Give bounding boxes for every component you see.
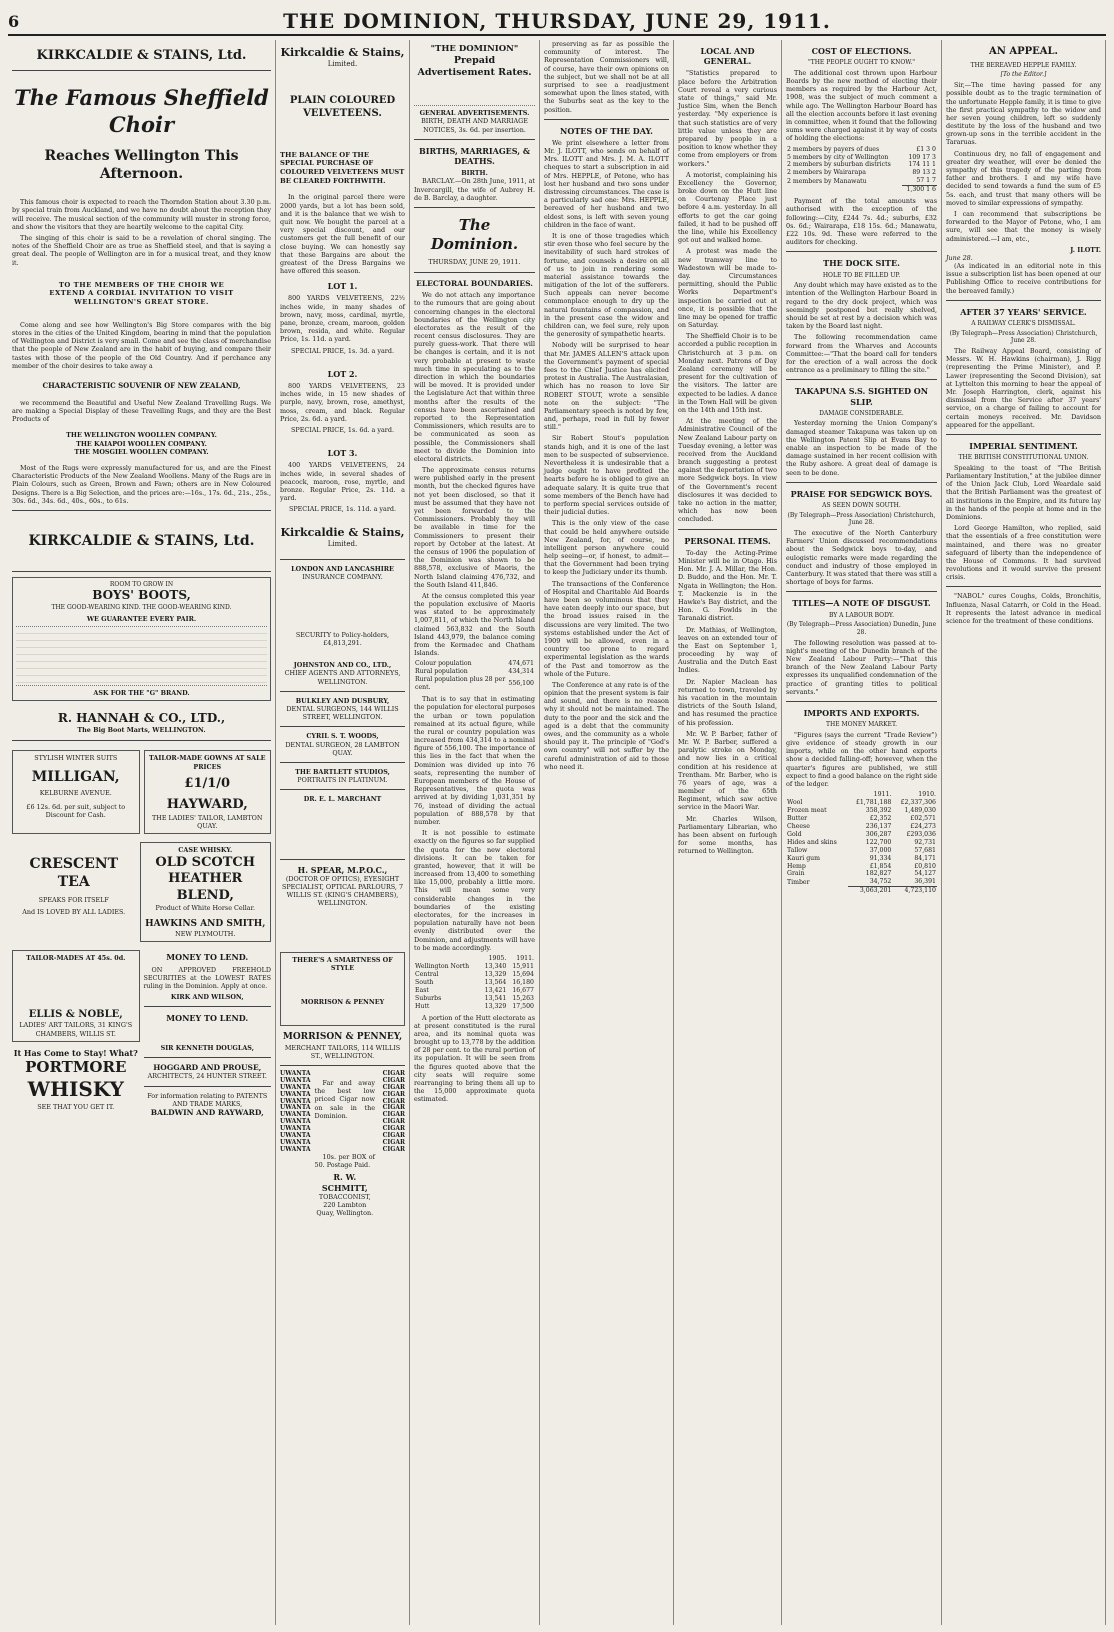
boots-ad: ROOM TO GROW IN BOYS' BOOTS, THE GOOD-WEARING KIND. THE GOOD-WEARING KIND. WE GUARANTEE EVERY PAIR. ASK FOR THE "G" BRAND.: [12, 577, 271, 701]
column-2: Kirkcaldie & Stains, Limited. PLAIN COLOURED VELVETEENS. THE BALANCE OF THE SPECIAL PURCHASE OF COLOURED VELVETEENS MUST BE CLEARED FORTHWITH. In the original parcel there were 2000 yards, but a lot has been sold, and it is the balance that we wish to quit now. We bought the parcel at a very special discount, and our customers get the full benefit of our close buying. We can honestly say that these Bargains are about the greatest of the Dress Bargains we have offered this season. LOT 1. 800 YARDS VELVETEENS, 22½ inches wide, in many shades of brown, navy, moss, cardinal, myrtle, pane, bronze, cream, maroon, golden brown, resida, and white. Regular Price, 1s. 11d. a yard. SPECIAL PRICE, 1s. 3d. a yard. LOT 2. 800 YARDS VELVETEENS, 23 inches wide, in 15 new shades of purple, navy, brown, rose, amethyst, moss, cream, and black. Regular Price, 2s. 6d. a yard. SPECIAL PRICE, 1s. 6d. a yard. LOT 3. 400 YARDS VELVETEENS, 24 inches wide, in several shades of peacock, maroon, rose, myrtle, and bronze. Regular Price, 2s. 11d. a yard. SPECIAL PRICE, 1s. 11d. a yard. Kirkcaldie & Stains, Limited. LONDON AND LANCASHIRE INSURANCE COMPANY. SECURITY to Policy-holders, £4,813,291. JOHNSTON AND CO., LTD., CHIEF AGENTS AND ATTORNEYS, WELLINGTON. BULKLEY AND DUSBURY, DENTAL SURGEONS, 144 WILLIS STREET, WELLINGTON. CYRIL S. T. WOODS, DENTAL SURGEON, 28 LAMBTON QUAY. THE BARTLETT STUDIOS, PORTRAITS IN PLATINUM. DR. E. L. MARCHANT H. SPEAR, M.P.O.C., (DOCTOR OF OPTICS), EYESIGHT SPECIALIST, OPTICAL PARLOURS, 7 WILLIS ST. (KING'S CHAMBERS), WELLINGTON. THERE'S A SMARTNESS OF STYLE MORRISON & PENNEY MORRISON & PENNEY, MERCHANT TAILORS, 114 WILLIS ST., WELLINGTON. UWANTA UWANTA UWANTA UWANTA UWANTA UWANTA UWANTA UWANTA UWANTA UWANTA UWANTA UWANTA Far and away the best low priced Cigar now on sale in the Dominion. 10s. per BOX of 50. Postage Paid. R. W. SCHMITT, TOBACCONIST, 220 Lambton Quay, Wellington. CIGAR CIGAR CIGAR CIGAR CIGAR CIGAR CIGAR CIGAR CIGAR CIGAR CIGAR CIGAR: [276, 40, 410, 1625]
nabol-ad: "NABOL" cures Coughs, Colds, Bronchitis, Influenza, Nasal Catarrh, or Cold in the Head. It represents the latest advance in medical science for the treatment of these conditions.: [946, 592, 1101, 626]
electorate-table: 1905. 1911. Wellington North 13,340 15,911 Central 13,329 15,694 South 13,564 16,180 East 13,421 16,677 Suburbs 13,541 15,263 Hutt 13,329 17,500: [415, 954, 534, 1010]
firm-name: Kirkcaldie & Stains,: [280, 46, 405, 59]
invitation: TO THE MEMBERS OF THE CHOIR WE EXTEND A CORDIAL INVITATION TO VISIT WELLINGTON'S GREAT STORE.: [49, 280, 234, 307]
local-heading: LOCAL AND GENERAL.: [700, 46, 755, 67]
portmore-name: PORTMORE: [25, 1057, 127, 1076]
mills-list: [12, 431, 271, 456]
dock-heading: THE DOCK SITE.: [823, 258, 900, 269]
velveteens-heading: PLAIN COLOURED VELVETEENS.: [289, 95, 396, 119]
lower-right-ads: MONEY TO LEND. ON APPROVED FREEHOLD SECURITIES at the LOWEST RATES ruling in the Dominion. Apply at once. KIRK AND WILSON, MONEY TO LEND. SIR KENNETH DOUGLAS, HOGGARD AND PROUSE, ARCHITECTS, 24 HUNTER STREET. For information relating to PATENTS AND TRADE MARKS, BALDWIN AND RAYWARD,: [143, 952, 271, 1117]
election-cost-table: 2 members by payers of dues £1 3 0 5 members by city of Wellington 109 17 3 2 members by suburban districts 174 11 1 2 members by Wairarapa 89 13 2 2 members by Manawatu 57 1 7 1,300 1 6: [787, 145, 936, 194]
hannah-name: R. HANNAH & CO., LTD.,: [57, 710, 226, 725]
lower-left-ads: TAILOR-MADES AT 45s. 0d. ELLIS & NOBLE, LADIES' ART TAILORS, 31 KING'S CHAMBERS, WILLIS ST. It Has Come to Stay! What? PORTMORE WHISKY SEE THAT YOU GET IT.: [12, 946, 140, 1117]
column-5: LOCAL AND GENERAL. "Statistics prepared to place before the Arbitration Court reveal a very curious state of things," said Mr. Justice Sim, when the Bench yesterday. "My experience is that such statistics are of very little value unless they are prepared by people in a position to know whether they come from employers or from workers." A motorist, complaining his Excellency the Governor, broke down on the Hutt line on Courtenay Place just before 4 a.m. yesterday. In all efforts to get the car going failed, it had to be pushed off the line, while his Excellency got out and walked home. A protest was made the new tramway line to Wadestown will be made to-day. Circumstances permitting, should the Public Works Department's inspection be carried out at once, it is possible that the line may be opened for traffic on Saturday. The Sheffield Choir is to be accorded a public reception in Christchurch at 3 p.m. on Monday next. Patrons of Day Zealand ceremony will be present for the cultivation of the visitors. The latter are expected to be ladies. A dance in the Town Hall will be given on the 14th and 15th inst. At the meeting of the Administrative Council of the New Zealand Labour party on Tuesday evening, a letter was received from the Auckland branch suggesting a protest against the deportation of two more Sedgwick boys. In view of the Government's recent disclosures it was decided to take no action in the matter, which has now been concluded. PERSONAL ITEMS. To-day the Acting-Prime Minister will be in Otago. His Hon. Mr. J. A. Millar, the Hon. D. Buddo, and the Hon. Mr. T. Ngata in Wellington; the Hon. T. Mackenzie is in the Hawke's Bay district, and the Hon. G. Fowlds in the Taranaki district. Dr. Mathias, of Wellington, leaves on an extended tour of the East on September 1, proceeding by way of Australia and the Dutch East Indies. Dr. Napier Maclean has returned to town, traveled by his vacation in the mountain districts of the South Island, and has resumed the practice of his profession. Mr. W. P. Barber, father of Mr. W. P. Barber, suffered a paralytic stroke on Monday, and now lies in a critical condition at his residence at Trentham. Mr. Barber, who is 76 years of age, was a member of the 65th Regiment, which saw active service in the Maori War. Mr. Charles Wilson, Parliamentary Librarian, who has been absent on furlough for some months, has returned to Wellington.: [674, 40, 782, 1625]
imports-heading: IMPORTS AND EXPORTS.: [803, 707, 920, 718]
boots-title: BOYS' BOOTS,: [92, 588, 191, 603]
ellis-ad: TAILOR-MADES AT 45s. 0d. ELLIS & NOBLE, LADIES' ART TAILORS, 31 KING'S CHAMBERS, WILLIS ST.: [12, 950, 140, 1041]
paragraph: Most of the Rugs were expressly manufactured for us, and are the Finest Characteristic Products of the New Zealand Woollens. Many of the Rugs are in Plain Colours, such as Green, Brown and Fawn; others are in New Coloured Designs. There is a Big Selection, and the prices are:—16s., 17s. 6d., 21s., 25s., 30s. 6d., 34s. 6d., 40s., 60s., to 61s.: [12, 463, 271, 505]
lancashire-ad: LONDON AND LANCASHIRE: [291, 564, 394, 573]
hayward-ad: TAILOR-MADE GOWNS AT SALE PRICES £1/1/0 HAYWARD, THE LADIES' TAILOR, LAMBTON QUAY.: [144, 750, 272, 834]
choir-sub-1: Reaches Wellington This: [44, 148, 239, 165]
tea-whisky-row: [12, 838, 271, 946]
column-4: preserving as far as possible the community of interest. The Representation Commissioners will, of course, have their own opinions on the subject, but we shall not be at all surprised to see a readjustment somewhat upon the lines stated, with the Suburbs seat as the key to the position. NOTES OF THE DAY. We print elsewhere a letter from Mr. J. ILOTT, who sends on behalf of Mrs. ILOTT and Mrs. J. M. A. ILOTT cheques to start a subscription in aid of Mrs. HEPPLE, of Petone, who has lost her husband and two sons under distressing circumstances. The case is a particularly sad one: Mrs. HEPPLE, bereaved of her husband and two eldest sons, is left with seven young children in the face of want. It is one of those tragedies which stir even those who feel secure by the inevitability of such hard strokes of fortune, and counsels a desire on all of us to join in rendering some material assistance towards the mitigation of the lot of the sufferers. Such appeals can never become commonplace enough to dry up the natural fountains of compassion, and in the present case the widow and children can, we feel sure, rely upon the generosity of sympathetic hearts. Nobody will be surprised to hear that Mr. JAMES ALLEN'S attack upon the Government's payment of special fees to the Chief Justice has elicited protest in Australia. The Australasian, which has no reason to love Sir ROBERT STOUT, wrote a sensible note on the subject: "The Parliamentary speech is noted by few, and, perhaps, read in full by fewer still." Sir Robert Stout's population stands high, and it is one of the last men to be suspected of subservience. Nevertheless it is undesirable that a judge ought to have profited the hearts before he is obliged to give an adequate salary. It is quite true that some members of the Bench have had to perform special services outside of their judicial duties. This is the only view of the case that could be held anywhere outside New Zealand, for, of course, no intelligent person anywhere could help seeing—or, if honest, to admit—that the Government had been trying to keep the Judiciary under its thumb. The transactions of the Conference of Hospital and Charitable Aid Boards have been so voluminous that they have eaten deeply into our space, but the broad issues raised in the discussions are very limited. The two systems established under the Act of 1909 will be allowed, even in a country too prone to regard experimental legislation as the wards of the Past and tomorrow as the whole of the Future. The Conference at any rate is of the opinion that the present system is fair and sound, and there is no reason why it should not be maintained. The duty to the poor and the sick and the aged is a debt that the community owes, and the community as a whole should pay it. The principle of "God's own country" will not suffer by the careful administration of aid to those who need it.: [540, 40, 674, 1625]
page-number: 6: [8, 11, 20, 31]
paragraph: Come along and see how Wellington's Big Store compares with the big stores in the cities of the United Kingdom, bearing in mind that the population of Wellington and District is very small. Come and see the class of merchandise that the people of New Zealand are in the habit of buying, and compare their tastes with those of the people of the Old Country. And if perchance any member of the choir desires to take away a: [12, 320, 271, 370]
paragraph: The singing of this choir is said to be a revelation of choral singing. The notes of the Sheffield Choir are as true as Sheffield steel, and that is saying a great deal. The people of Wellington are in for a musical treat, and they know it.: [12, 233, 271, 267]
lower-ads-row: [12, 946, 271, 1117]
firm-name: KIRKCALDIE & STAINS, Ltd.: [36, 48, 247, 63]
titles-heading: TITLES—A NOTE OF DISGUST.: [792, 598, 931, 609]
uwanta-ad: UWANTA UWANTA UWANTA UWANTA UWANTA UWANTA UWANTA UWANTA UWANTA UWANTA UWANTA UWANTA Far and away the best low priced Cigar now on sale in the Dominion. 10s. per BOX of 50. Postage Paid. R. W. SCHMITT, TOBACCONIST, 220 Lambton Quay, Wellington. CIGAR CIGAR CIGAR CIGAR CIGAR CIGAR CIGAR CIGAR CIGAR CIGAR CIGAR CIGAR: [280, 1069, 405, 1218]
souvenir-heading: CHARACTERISTIC SOUVENIR OF NEW ZEALAND,: [42, 380, 241, 390]
personal-heading: PERSONAL ITEMS.: [684, 535, 771, 546]
paragraph: This famous choir is expected to reach the Thorndon Station about 3.30 p.m. by special train from Auckland, and we have no doubt about the reception they will receive. The musical section of the community will muster in strong force, and show the visitors that they are heartily welcome to the capital City.: [12, 198, 271, 231]
column-6: COST OF ELECTIONS. "THE PEOPLE OUGHT TO KNOW." The additional cost thrown upon Harbour Boards by the new method of electing their members as required by the Harbour Act, 1908, was the subject of much comment a while ago. The Wellington Harbour Board has all the election accounts before it last evening in committee, when it found that the following sums were charged against it by way of costs of holding the elections: 2 members by payers of dues £1 3 0 5 members by city of Wellington 109 17 3 2 members by suburban districts 174 11 1 2 members by Wairarapa 89 13 2 2 members by Manawatu 57 1 7 1,300 1 6 Payment of the total amounts was authorised with the exception of the following:—City, £244 7s. 4d.; suburbs, £32 0s. 6d.; Wairarapa, £18 15s. 6d.; Manawatu, £22 10s. 9d. These were referred to the auditors for checking. THE DOCK SITE. HOLE TO BE FILLED UP. Any doubt which may have existed as to the intention of the Wellington Harbour Board in regard to the dry dock project, which was seemingly postponed but really shelved, should be set at rest by a decision which was taken by the Board last night. The following recommendation came forward from the Wharves and Accounts Committee:—"That the board call for tenders for the erection of a wall across the dock entrance as a preliminary to filling the site." TAKAPUNA S.S. SIGHTED ON SLIP. DAMAGE CONSIDERABLE. Yesterday morning the Union Company's damaged steamer Takapuna was taken up on the Wellington Patent Slip at Evans Bay to enable an inspection to be made of the damage sustained in her recent collision with the Ruby ashore. A great deal of damage is seen to be done. PRAISE FOR SEDGWICK BOYS. AS SEEN DOWN SOUTH. (By Telegraph—Press Association) Christchurch, June 28. The executive of the North Canterbury Farmers' Union discussed recommendations about the Sedgwick boys to-day, and eulogistic remarks were made regarding the conduct and industry of those employed in Canterbury. It was stated that there was still a shortage of boys for farms. TITLES—A NOTE OF DISGUST. BY A LABOUR BODY. (By Telegraph—Press Association) Dunedin, June 28. The following resolution was passed at to-night's meeting of the Dunedin branch of the New Zealand Labour Party:—"That this branch of the New Zealand Labour Party expresses its unqualified condemnation of the practice of granting titles to political servants." IMPORTS AND EXPORTS. THE MONEY MARKET. "Figures (says the current "Trade Review") give evidence of steady growth in our imports, while on the other hand exports show a decided falling-off; however, when the quarter's figures are published, we still expect to find a good balance on the right side of the ledger. 1911. 1910. Wool £1,781,188 £2,337,306 Frozen meat 358,392 1,489,030 Butter £2,352 £02,571 Cheese 236,137 £24,273 Gold 306,287 £293,036 Hides and skins 122,700 92,731 Tallow 37,000 57,681 Kauri gum 91,334 84,171 Hemp £1,854 £0,810 Grain 182,827 54,127 Timber 34,752 36,391 3,063,201 4,723,110: [782, 40, 942, 1625]
smartness-ad: THERE'S A SMARTNESS OF STYLE MORRISON & PENNEY: [280, 952, 405, 1027]
column-3: "THE DOMINION" Prepaid Advertisement Rates. GENERAL ADVERTISEMENTS. BIRTH, DEATH AND MARRIAGE NOTICES, 3s. 6d. per insertion. BIRTHS, MARRIAGES, & DEATHS. BIRTH. BARCLAY.—On 28th June, 1911, at Invercargill, the wife of Aubrey H. de B. Barclay, a daughter. The Dominion. THURSDAY, JUNE 29, 1911. ELECTORAL BOUNDARIES. We do not attach any importance to the rumours that are going about concerning changes in the electoral boundaries of the Wellington city electorates as the result of the recent census disclosures. They are purely guess-work. That there will be changes is certain, and it is not very probable at present to waste much time in speculating as to the direction in which the boundaries will be moved. It is provided under the Legislature Act that within three months after the results of the census have been ascertained and reported to the Representation Commissioners, which results are to be communicated as soon as possible, the Commissioners shall meet to divide the Dominion into electoral districts. The approximate census returns were published early in the present month, but the checked figures have not yet been disclosed, so that it must be assumed that they have not yet been forwarded to the Commissioners. Probably they will be available in time for the Commissioners to present their report by October at the latest. At the census of 1906 the population of the Dominion was shown to be 888,578, exclusive of Maoris, the North Island claiming 476,732, and the South Island 411,846. At the census completed this year the population exclusive of Maoris was stated to be approximately 1,007,811, of which the North Island claimed 563,832 and the South Island 443,979, the balance coming from the Kermadec and Chatham Islands. Colour population 474,671 Rural population 434,314 Rural population plus 28 per cent. 556,100 That is to say that in estimating the population for electoral purposes the urban or town population remained at its actual figure, while the rural or country population was increased from 434,314 to a nominal figure of 556,100. The importance of this lies in the fact that when the Dominion was divided up into 76 seats, representing the number of European members of the House of Representatives, the quota was arrived at by dividing 1,031,351 by 76, instead of dividing the actual population of 888,578 by that number. It is not possible to estimate exactly on the figures so far supplied the quota for the new electoral divisions. It can be taken for granted, however, that it will be increased from 13,400 to something like 15,000, probably a little more. This will mean some very considerable changes in the boundaries of the existing electorates, for the increases in population naturally have not been evenly distributed over the Dominion, and adjustments will have to be made accordingly. 1905. 1911. Wellington North 13,340 15,911 Central 13,329 15,694 South 13,564 16,180 East 13,421 16,677 Suburbs 13,541 15,263 Hutt 13,329 17,500 A portion of the Hutt electorate as at present constituted is the rural area, and its nominal quota was brought up to 13,778 by the addition of 28 per cent. to the rural portion of its population. It will be seen from the figures quoted above that the city seats will require some rearranging to bring them all up to the 15,000 approximate quota estimated.: [410, 40, 540, 1625]
takapuna-heading: TAKAPUNA S.S. SIGHTED ON SLIP.: [794, 386, 929, 407]
milligan-ad: STYLISH WINTER SUITS MILLIGAN, KELBURNE AVENUE. £6 12s. 6d. per suit, subject to Discount for Cash.: [12, 750, 140, 834]
praise-heading: PRAISE FOR SEDGWICK BOYS.: [790, 488, 933, 499]
tailor-ads-row: [12, 746, 271, 838]
service-heading: AFTER 37 YEARS' SERVICE.: [960, 306, 1087, 317]
firm-name-2: Kirkcaldie & Stains,: [280, 525, 405, 539]
column-7: AN APPEAL. THE BEREAVED HEPPLE FAMILY. [To the Editor.] Sir,—The time having passed for any possible doubt as to the tragic termination of the unfortunate Hepple family, it is time to give the first practical sympathy to the widow and her seven young children, left so suddenly destitute by the loss of the husband and two grown-up sons in the terrible accident in the Tararuas. Continuous dry, no fall of engagement and greater dry weather, will ever be denied the sympathy of this tragedy of the parting from father and brothers. I and my wife have decided to send towards a fund the sum of £5 5s. each, and trust that many others will be moved to similar expressions of sympathy. I can recommend that subscriptions be forwarded to the Mayor of Petone, who, I am sure, will see that the money is wisely administered.—I am, etc., J. ILOTT. June 28. (As indicated in an editorial note in this issue a subscription list has been opened at our Publishing Office to receive contributions for the bereaved family.) AFTER 37 YEARS' SERVICE. A RAILWAY CLERK'S DISMISSAL. (By Telegraph—Press Association) Christchurch, June 28. The Railway Appeal Board, consisting of Messrs. W. H. Hawkins (chairman), J. Rigg (representing the Prime Minister), and P. Lawer (representing the Second Division), sat at Lyttelton this morning to hear the appeal of Mr. Joseph Harrington, clerk, against his dismissal from the Service after 37 years' service, on a charge of failing to account for certain moneys received. Mr. Davidson appeared for the appellant. IMPERIAL SENTIMENT. THE BRITISH CONSTITUTIONAL UNION. Speaking to the toast of "The British Parliamentary Institution," at the jubilee dinner of the Union Jack Club, Lord Weardale said that the British Parliament was the greatest of all institutions in the Empire, and its future lay in the hands of the people at home and in the Dominions. Lord George Hamilton, who replied, said that the essentials of a free constitution were maintained, and there was no greater safeguard of liberty than the independence of the House of Commons. It had survived revolutions and it would survive the present crisis. "NABOL" cures Coughs, Colds, Bronchitis, Influenza, Nasal Catarrh, or Cold in the Head. It represents the latest advance in medical science for the treatment of these conditions.: [942, 40, 1106, 1625]
cost-heading: COST OF ELECTIONS.: [811, 46, 912, 56]
imperial-heading: IMPERIAL SENTIMENT.: [969, 440, 1078, 451]
editorial-heading: ELECTORAL BOUNDARIES.: [416, 278, 533, 288]
crescent-ad: CRESCENT TEA SPEAKS FOR ITSELF And IS LOVED BY ALL LADIES.: [22, 856, 126, 917]
dominion-masthead: The Dominion.: [430, 215, 519, 254]
firm-name-2: KIRKCALDIE & STAINS, Ltd.: [28, 532, 255, 549]
whisky-word: WHISKY: [27, 1077, 124, 1102]
mill-name: THE KAIAPOI WOOLLEN COMPANY.: [76, 439, 207, 448]
mill-name: THE WELLINGTON WOOLLEN COMPANY.: [66, 431, 217, 440]
heather-blend-ad: CASE WHISKY. OLD SCOTCH HEATHER BLEND, Product of White Horse Cellar. HAWKINS AND SMITH, NEW PLYMOUTH.: [140, 842, 272, 942]
paragraph: we recommend the Beautiful and Useful New Zealand Travelling Rugs. We are making a Special Display of these Travelling Rugs, and they are the Best Products of: [12, 398, 271, 424]
appeal-heading: AN APPEAL.: [988, 46, 1059, 57]
column-1: KIRKCALDIE & STAINS, Ltd. The Famous Sheffield Choir Reaches Wellington This Afternoon. This famous choir is expected to reach the Thorndon Station about 3.30 p.m. by special train from Auckland, and we have no doubt about the reception they will receive. The musical section of the community will muster in strong force, and show the visitors that they are heartily welcome to the capital City. The singing of this choir is said to be a revelation of choral singing. The notes of the Sheffield Choir are as true as Sheffield steel, and that is saying a great deal. The people of Wellington are in for a musical treat, and they know it. TO THE MEMBERS OF THE CHOIR WE EXTEND A CORDIAL INVITATION TO VISIT WELLINGTON'S GREAT STORE. Come along and see how Wellington's Big Store compares with the big stores in the cities of the United Kingdom, bearing in mind that the population of Wellington and District is very small. Come and see the class of merchandise that the people of New Zealand are in the habit of buying, and compare their tastes with those of the people of the Old Country. And if perchance any member of the choir desires to take away a CHARACTERISTIC SOUVENIR OF NEW ZEALAND, we recommend the Beautiful and Useful New Zealand Travelling Rugs. We are making a Special Display of these Travelling Rugs, and they are the Best Products of THE WELLINGTON WOOLLEN COMPANY. THE KAIAPOI WOOLLEN COMPANY. THE MOSGIEL WOOLLEN COMPANY. Most of the Rugs were expressly manufactured for us, and are the Finest Characteristic Products of the New Zealand Woollens. Many of the Rugs are in Plain Colours, such as Green, Brown and Fawn; others are in New Coloured Designs. There is a Big Selection, and the prices are:—16s., 17s. 6d., 21s., 25s., 30s. 6d., 34s. 6d., 40s., 60s., to 61s. KIRKCALDIE & STAINS, Ltd. ROOM TO GROW IN BOYS' BOOTS, THE GOOD-WEARING KIND. THE GOOD-WEARING KIND. WE GUARANTEE EVERY PAIR. ASK FOR THE "G" BRAND. R. HANNAH & CO., LTD., The Big Boot Marts, WELLINGTON. STYLISH WINTER SUITS MILLIGAN, KELBURNE AVENUE. £6 12s. 6d. per suit, subject to Discount for Cash. TAILOR-MADE GOWNS AT SALE PRICES £1/1/0 HAYWARD, THE LADIES' TAILOR, LAMBTON QUAY. CRESCENT TEA SPEAKS FOR ITSELF And IS LOVED BY ALL LADIES. CASE WHISKY. OLD SCOTCH HEATHER BLEND, Product of White Horse Cellar. HAWKINS AND SMITH, NEW PLYMOUTH. TAILOR-MADES AT 45s. 0d. ELLIS & NOBLE, LADIES' ART TAILORS, 31 KING'S CHAMBERS, WILLIS ST. It Has Come to Stay! What? PORTMORE WHISKY SEE THAT YOU GET IT. MONEY TO LEND. ON APPROVED FREEHOLD SECURITIES at the LOWEST RATES ruling in the Dominion. Apply at once. KIRK AND WILSON, MONEY TO LEND. SIR KENNETH DOUGLAS, HOGGARD AND PROUSE, ARCHITECTS, 24 HUNTER STREET. For information relating to PATENTS AND TRADE MARKS, BALDWIN AND RAYWARD,: [8, 40, 276, 1625]
mill-name: THE MOSGIEL WOOLLEN COMPANY.: [74, 447, 209, 456]
choir-headline: The Famous Sheffield Choir: [14, 84, 269, 137]
exports-table: 1911. 1910. Wool £1,781,188 £2,337,306 Frozen meat 358,392 1,489,030 Butter £2,352 £02,571 Cheese 236,137 £24,273 Gold 306,287 £293,036 Hides and skins 122,700 92,731 Tallow 37,000 57,681 Kauri gum 91,334 84,171 Hemp £1,854 £0,810 Grain 182,827 54,127 Timber 34,752 36,391 3,063,201 4,723,110: [787, 791, 936, 895]
notes-heading: NOTES OF THE DAY.: [560, 125, 653, 136]
rates-title: "THE DOMINION": [430, 44, 519, 54]
choir-sub-2: Afternoon.: [99, 166, 184, 183]
masthead: [8, 8, 1106, 36]
population-table: Colour population 474,671 Rural population 434,314 Rural population plus 28 per cent. 556,100: [415, 660, 534, 692]
newspaper-title: THE DOMINION, THURSDAY, JUNE 29, 1911.: [283, 9, 831, 33]
